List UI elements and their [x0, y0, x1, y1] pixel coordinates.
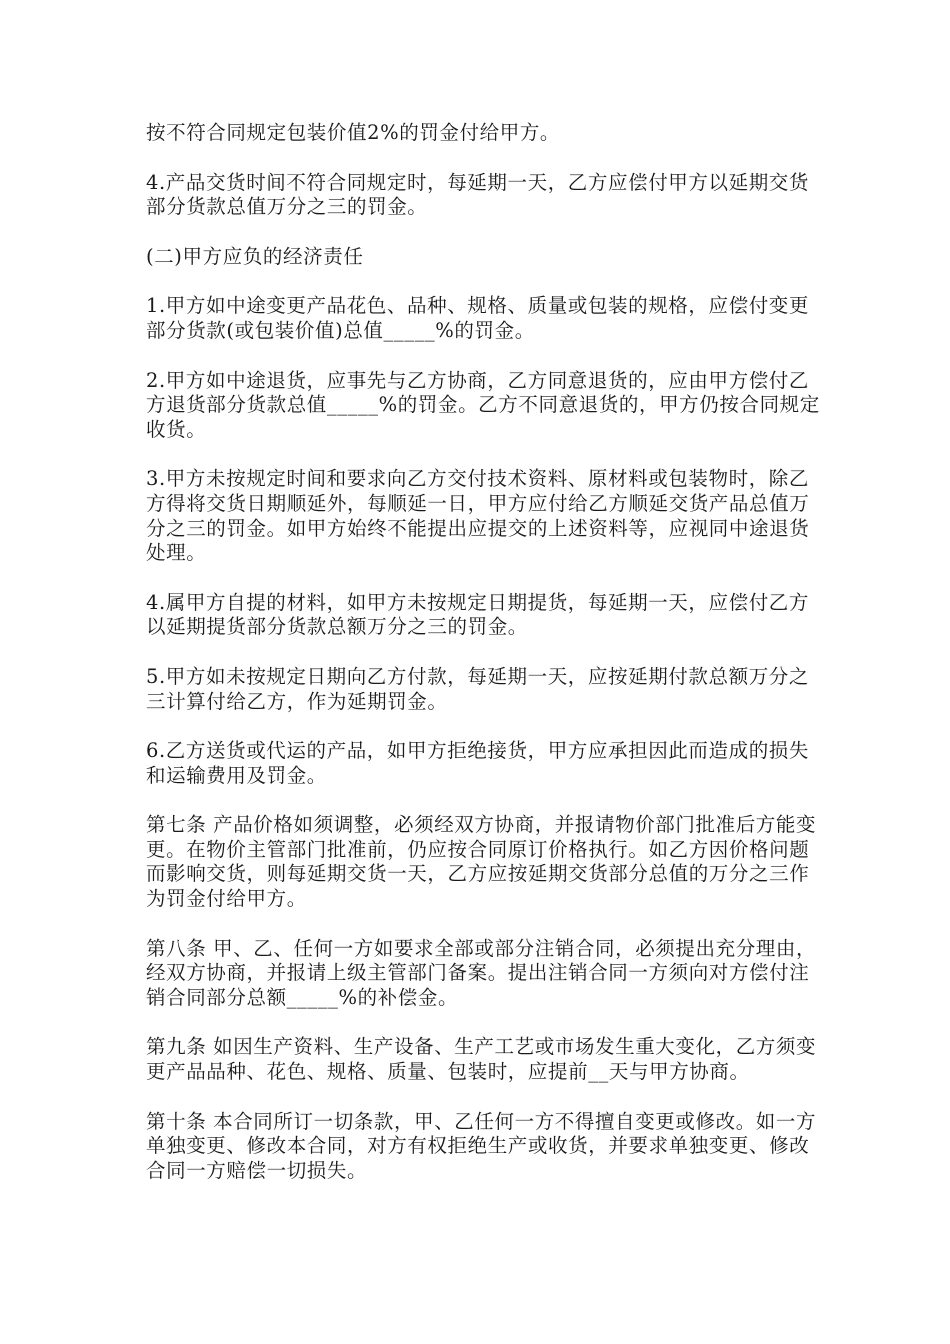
paragraph-a-return-goods-penalty: 2.甲方如中途退货，应事先与乙方协商，乙方同意退货的，应由甲方偿付乙方退货部分货款总值_____%的罚金。乙方不同意退货的，甲方仍按合同规定收货。: [146, 368, 820, 441]
paragraph-a-change-spec-penalty: 1.甲方如中途变更产品花色、品种、规格、质量或包装的规格，应偿付变更部分货款(或包装价值)总值_____%的罚金。: [146, 294, 810, 342]
article-7-price-adjustment: 第七条 产品价格如须调整，必须经双方协商，并报请物价部门批准后方能变更。在物价主管部门批准前，仍应按合同原订价格执行。如乙方因价格问题而影响交货，则每延期交货一天，乙方应按延期交货部分总值的万分之三作为罚金付给甲方。: [146, 813, 817, 911]
article-10-no-unilateral-change: 第十条 本合同所订一切条款，甲、乙任何一方不得擅自变更或修改。如一方单独变更、修改本合同，对方有权拒绝生产或收货，并要求单独变更、修改合同一方赔偿一切损失。: [146, 1109, 817, 1182]
article-8-contract-cancellation: 第八条 甲、乙、任何一方如要求全部或部分注销合同，必须提出充分理由，经双方协商，并报请上级主管部门备案。提出注销合同一方须向对方偿付注销合同部分总额_____%的补偿金。: [146, 936, 817, 1009]
paragraph-packaging-penalty-end: 按不符合同规定包装价值2%的罚金付给甲方。: [146, 121, 561, 144]
section-heading-party-a-liability: (二)甲方应负的经济责任: [146, 244, 364, 268]
article-9-change-consultation: 第九条 如因生产资料、生产设备、生产工艺或市场发生重大变化，乙方须变更产品品种、花色、规格、质量、包装时，应提前__天与甲方协商。: [146, 1035, 817, 1084]
paragraph-a-refuse-delivery: 6.乙方送货或代运的产品，如甲方拒绝接货，甲方应承担因此而造成的损失和运输费用及罚金。: [146, 739, 810, 787]
document-body: [146, 121, 826, 1208]
paragraph-a-late-materials-penalty: 3.甲方未按规定时间和要求向乙方交付技术资料、原材料或包装物时，除乙方得将交货日期顺延外，每顺延一日，甲方应付给乙方顺延交货产品总值万分之三的罚金。如甲方始终不能提出应提交的上述资料等，应视同中途退货处理。: [146, 467, 810, 565]
paragraph-a-late-pickup-penalty: 4.属甲方自提的材料，如甲方未按规定日期提货，每延期一天，应偿付乙方以延期提货部分货款总额万分之三的罚金。: [146, 590, 810, 639]
paragraph-a-late-payment-penalty: 5.甲方如未按规定日期向乙方付款，每延期一天，应按延期付款总额万分之三计算付给乙方，作为延期罚金。: [146, 664, 810, 713]
paragraph-late-delivery-penalty: 4.产品交货时间不符合同规定时，每延期一天，乙方应偿付甲方以延期交货部分货款总值万分之三的罚金。: [146, 170, 810, 219]
